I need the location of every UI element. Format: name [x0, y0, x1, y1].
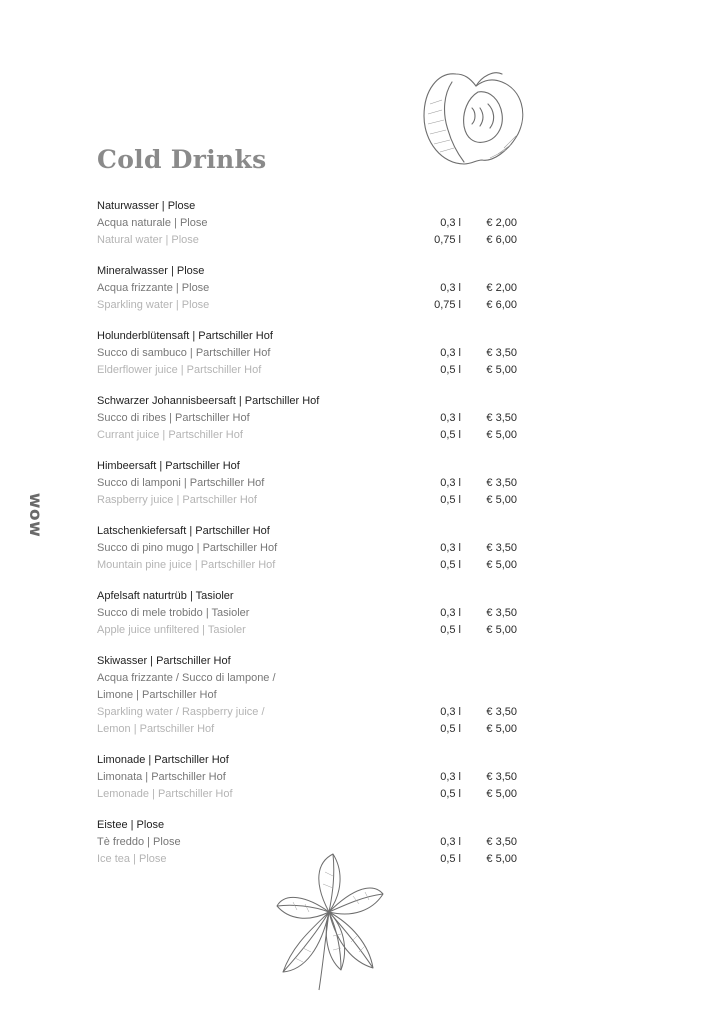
item-name-it: Succo di pino mugo | Partschiller Hof: [97, 542, 278, 554]
item-name-row-en: [97, 786, 527, 803]
item-name-en: Elderflower juice | Partschiller Hof: [97, 364, 262, 376]
item-name-de: Eistee | Plose: [97, 819, 165, 831]
item-name-it-cont: Limone | Partschiller Hof: [97, 689, 217, 701]
menu-item-naturwasser: [97, 198, 527, 249]
item-name-de: Limonade | Partschiller Hof: [97, 754, 229, 766]
price: € 3,50: [486, 477, 517, 489]
item-name-row-it: [97, 475, 527, 492]
menu-item-himbeersaft: [97, 458, 527, 509]
volume: 0,3 l: [440, 477, 461, 489]
item-name-en: Mountain pine juice | Partschiller Hof: [97, 559, 276, 571]
menu-item-johannisbeersaft: [97, 393, 527, 444]
volume: 0,3 l: [440, 347, 461, 359]
item-name-it: Acqua frizzante / Succo di lampone /: [97, 672, 276, 684]
price: € 5,00: [486, 494, 517, 506]
item-name-row-en: [97, 232, 527, 249]
item-name-row-en: [97, 362, 527, 379]
item-name-row-it: [97, 280, 527, 297]
volume: 0,3 l: [440, 771, 461, 783]
volume: 0,5 l: [440, 788, 461, 800]
volume: 0,3 l: [440, 217, 461, 229]
item-name-en: Sparkling water / Raspberry juice /: [97, 706, 265, 718]
item-name-it: Tè freddo | Plose: [97, 836, 181, 848]
item-name-row-it: [97, 540, 527, 557]
item-name-it: Acqua frizzante | Plose: [97, 282, 210, 294]
price: € 5,00: [486, 624, 517, 636]
item-name-it: Succo di ribes | Partschiller Hof: [97, 412, 250, 424]
item-name-en-cont: Lemon | Partschiller Hof: [97, 723, 215, 735]
menu-item-holunderbluetensaft: [97, 328, 527, 379]
menu-item-skiwasser: [97, 653, 527, 738]
menu-item-mineralwasser: [97, 263, 527, 314]
item-name-de: Skiwasser | Partschiller Hof: [97, 655, 231, 667]
item-name-it: Succo di mele trobido | Tasioler: [97, 607, 250, 619]
volume: 0,5 l: [440, 494, 461, 506]
wow-logo: [22, 485, 48, 545]
item-name-de: Apfelsaft naturtrüb | Tasioler: [97, 590, 234, 602]
volume: 0,5 l: [440, 624, 461, 636]
volume: 0,3 l: [440, 542, 461, 554]
price: € 3,50: [486, 347, 517, 359]
item-name-de: Mineralwasser | Plose: [97, 265, 205, 277]
item-name-de: Schwarzer Johannisbeersaft | Partschiller Hof: [97, 395, 320, 407]
item-name-en: Ice tea | Plose: [97, 853, 167, 865]
item-name-row-en: [97, 622, 527, 639]
item-name-row-it: [97, 410, 527, 427]
price: € 5,00: [486, 723, 517, 735]
volume: 0,3 l: [440, 836, 461, 848]
item-name-en: Apple juice unfiltered | Tasioler: [97, 624, 246, 636]
drinks-menu: [97, 198, 527, 882]
price: € 5,00: [486, 788, 517, 800]
item-name-en: Natural water | Plose: [97, 234, 199, 246]
item-name-row-en: [97, 297, 527, 314]
volume: 0,3 l: [440, 412, 461, 424]
price: € 5,00: [486, 429, 517, 441]
price: € 3,50: [486, 412, 517, 424]
item-name-it: Succo di sambuco | Partschiller Hof: [97, 347, 271, 359]
menu-item-latschenkiefersaft: [97, 523, 527, 574]
volume: 0,5 l: [440, 853, 461, 865]
item-name-row-en: [97, 492, 527, 509]
price: € 3,50: [486, 542, 517, 554]
volume: 0,3 l: [440, 282, 461, 294]
price: € 3,50: [486, 836, 517, 848]
price: € 3,50: [486, 706, 517, 718]
volume: 0,5 l: [440, 559, 461, 571]
item-name-it: Succo di lamponi | Partschiller Hof: [97, 477, 265, 489]
item-name-en: Lemonade | Partschiller Hof: [97, 788, 233, 800]
menu-item-limonade: [97, 752, 527, 803]
price: € 6,00: [486, 299, 517, 311]
item-name-it: Acqua naturale | Plose: [97, 217, 208, 229]
price: € 3,50: [486, 771, 517, 783]
item-name-de: Latschenkiefersaft | Partschiller Hof: [97, 525, 270, 537]
item-name-row-en: [97, 427, 527, 444]
mint-illustration: [273, 852, 385, 992]
volume: 0,3 l: [440, 706, 461, 718]
item-name-row-en-cont: [97, 721, 527, 738]
volume: 0,5 l: [440, 364, 461, 376]
price: € 2,00: [486, 282, 517, 294]
price: € 5,00: [486, 559, 517, 571]
item-name-en: Currant juice | Partschiller Hof: [97, 429, 243, 441]
volume: 0,75 l: [434, 234, 461, 246]
item-name-row-it: [97, 215, 527, 232]
price: € 5,00: [486, 853, 517, 865]
item-name-de: Naturwasser | Plose: [97, 200, 196, 212]
price: € 5,00: [486, 364, 517, 376]
item-name-row-en: [97, 704, 527, 721]
volume: 0,3 l: [440, 607, 461, 619]
item-name-it: Limonata | Partschiller Hof: [97, 771, 226, 783]
item-name-row-en: [97, 557, 527, 574]
item-name-row-it: [97, 769, 527, 786]
volume: 0,75 l: [434, 299, 461, 311]
page-title: Cold Drinks: [97, 144, 267, 174]
apple-illustration: [418, 64, 528, 174]
item-name-en: Raspberry juice | Partschiller Hof: [97, 494, 257, 506]
item-name-de: Himbeersaft | Partschiller Hof: [97, 460, 240, 472]
volume: 0,5 l: [440, 429, 461, 441]
volume: 0,5 l: [440, 723, 461, 735]
item-name-row-it: [97, 605, 527, 622]
item-name-de: Holunderblütensaft | Partschiller Hof: [97, 330, 273, 342]
wow-logo-text: wow: [25, 492, 45, 538]
price: € 3,50: [486, 607, 517, 619]
item-name-row-it: [97, 834, 527, 851]
item-name-en: Sparkling water | Plose: [97, 299, 210, 311]
price: € 2,00: [486, 217, 517, 229]
menu-item-apfelsaft: [97, 588, 527, 639]
price: € 6,00: [486, 234, 517, 246]
item-name-row-it: [97, 345, 527, 362]
